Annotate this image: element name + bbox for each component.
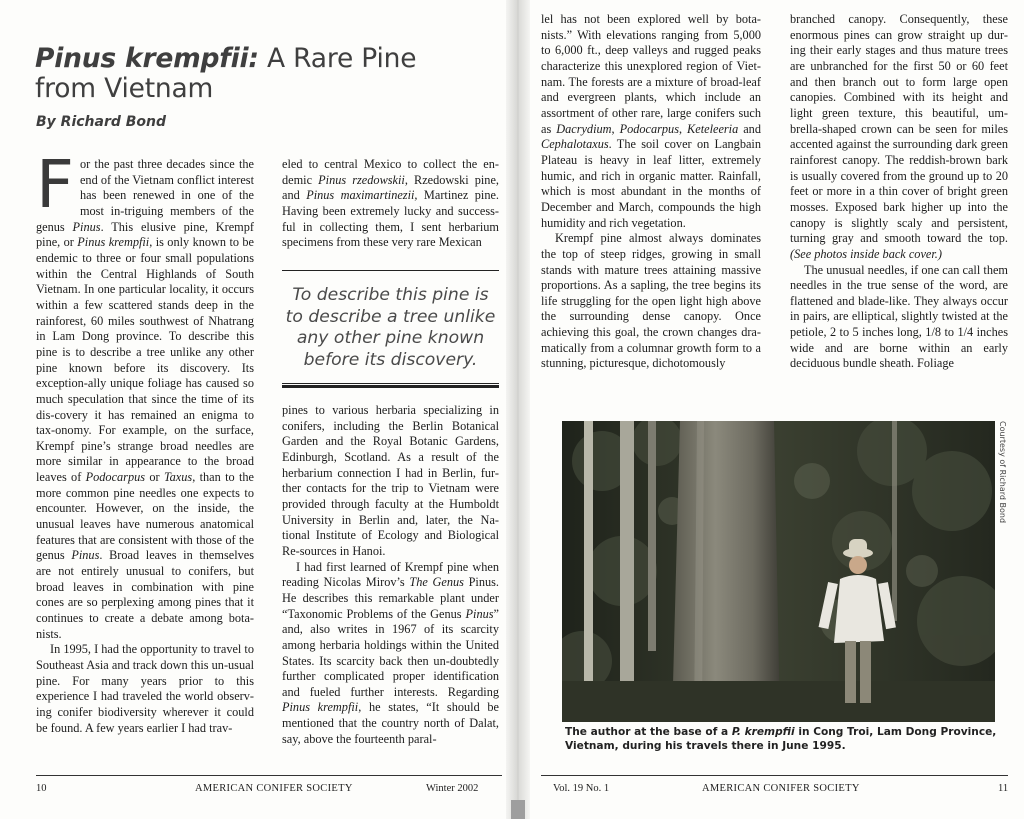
photo-caption: The author at the base of a P. krempfii in Cong Troi, Lam Dong Province, Vietnam, during his travels there in June 1995. (565, 726, 997, 752)
photo-credit (996, 421, 1010, 561)
col3-paragraph-1: lel has not been explored well by bota-nists.” With elevations ranging from 5,000 to 6,000 ft., deep valleys and rugged peaks characterize this unexplored region of Viet-nam. The forests are a mixture of broad-leaf and evergreen plants, which include an assortment of other rare, large conifers such as Dacrydium, Podocarpus, Keteleeria and Cephalotaxus. The soil cover on Langbain Plateau is heavy in leaf litter, extremely humic, and rich in organic matter. Rainfall, which is most abundant in the months of December and March, compounds the high humidity and rich vegetation. (541, 12, 761, 230)
col4-paragraph-1: branched canopy. Consequently, these enormous pines can grow straight up dur-ing their early stages and thus mature trees are unbranched for the first 50 or 60 feet and then branch out to form large open canopies. Combined with its height and light green texture, this beautiful, um-brella-shaped crown can be seen for miles accented against the surrounding dark green rainforest canopy. The reddish-brown bark is usually covered from the ground up to 20 feet or more in a thin cover of bright green mosses. Exposed bark higher up into the canopy is slightly scaly and persistent, turning gray and smooth toward the top. (See photos inside back cover.) (790, 12, 1008, 261)
pull-quote (282, 270, 499, 388)
article-byline: By Richard Bond (36, 114, 167, 130)
column-4 (790, 12, 1008, 372)
footer-left-publication: AMERICAN CONIFER SOCIETY (195, 783, 353, 794)
col1-paragraph-2: In 1995, I had the opportunity to travel to Southeast Asia and track down this un-usual pine. For many years prior to this experience I had traveled the world observ-ing conifer biodiversity wherever it could be found. A few years earlier I had trav- (36, 642, 254, 735)
col2-paragraph-1: eled to central Mexico to collect the en-demic Pinus rzedowskii, Rzedowski pine, and Pinus maximartinezii, Martinez pine. Having been extremely lucky and success-ful in collecting them, I sent herbarium specimens from these very rare Mexican (282, 157, 499, 250)
col4-paragraph-2: The unusual needles, if one can call them needles in the true sense of the word, are flattened and blade-like. They always occur in pairs, are elliptical, slightly twisted at the petiole, 2 to 5 inches long, 1/8 to 1/4 inches wide and are borne within an early deciduous bundle sheath. Foliage (790, 262, 1008, 371)
col2-paragraph-3: I had first learned of Krempf pine when reading Nicolas Mirov’s The Genus Pinus. He describes this remarkable plant under “Taxonomic Problems of the Genus Pinus” and, also writes in 1967 of its scarcity among herbaria holdings within the United States. Its scarcity back then un-doubtedly further complicated proper identification and fueled further interests. Regarding Pinus krempfii, he states, “It should be mentioned that the country north of Dalat, say, above the fourteenth paral- (282, 559, 499, 746)
footer-right-page-number: 11 (998, 783, 1009, 794)
forest-photo (562, 421, 995, 722)
page-edge-shadow (511, 800, 525, 819)
forest-photo-illustration (562, 421, 995, 722)
col1-paragraph-1-text: or the past three decades since the end of the Vietnam conflict interest has been renewed in one of the most in-triguing members of the genus Pinus. This elusive pine, Krempf pine, or Pinus krempfii, is only known to be endemic to three or four small populations within the Central Highlands of South Vietnam. In one particular locality, it occurs within a few scattered stands deep in the rainforest, 60 miles southwest of Nhatrang in Lam Dong province. To describe this pine is to describe a tree unlike any other pine known before its discovery. Its exception-ally unique foliage has caused so much speculation that since the time of its dis-covery it has remained an enigma to tax-onomy. For example, on the surface, Krempf pine’s strange broad needles are more similar in appearance to the broad leaves of Podocarpus or Taxus, than to the more common pine needles one expects to encounter. However, on the inside, the unusual leaves have numerous anatomical features that are consistent with those of the genus Pinus. Broad leaves in themselves are not entirely unusual to conifers, but broad leaves in combination with pine cones are so perplexing among pines that it continues to create a debate among bota-nists. (36, 157, 255, 641)
column-2-bottom (282, 403, 499, 747)
pull-quote-text: To describe this pine is to describe a tree unlike any other pine known before its discovery. (285, 285, 496, 370)
col3-paragraph-2: Krempf pine almost always dominates the top of steep ridges, growing in small stands with mature trees attaining massive proportions. As a sapling, the tree begins its life struggling for the open light high above the surrounding dense canopy. Once achieving this goal, the crown changes dra-matically from a columnar growth form to a stunning, picturesque, dichotomously (541, 231, 761, 371)
footer-right-volume: Vol. 19 No. 1 (553, 783, 610, 794)
col1-paragraph-1 (36, 146, 255, 642)
footer-rule-left (36, 775, 502, 776)
footer-left-issue: Winter 2002 (426, 783, 479, 794)
photo-credit-text: Courtesy of Richard Bond (998, 421, 1007, 524)
footer-left-page-number: 10 (36, 783, 47, 794)
article-title (35, 44, 475, 104)
footer-rule-right (541, 775, 1008, 776)
article-title-rest: A Rare Pine from Vietnam (35, 43, 417, 104)
column-3 (541, 12, 761, 372)
column-2-top (282, 157, 499, 251)
drop-cap: F (36, 146, 74, 223)
footer-right-publication: AMERICAN CONIFER SOCIETY (702, 783, 860, 794)
col2-paragraph-2: pines to various herbaria specializing in conifers, including the Berlin Botanical Garden and the Royal Botanic Gardens, Edinburgh, Scotland. As a result of the herbarium connection I had in Berlin, fur-ther contacts for the trip to Vietnam were provided through faculty at the Humboldt University in Berlin and, later, the Na-tional Institute of Ecology and Biological Re-sources in Hanoi. (282, 403, 499, 558)
page-gutter (506, 0, 530, 819)
pull-quote-bottom-rule (282, 383, 499, 388)
article-title-latin: Pinus krempfii: (35, 43, 259, 74)
column-1 (36, 146, 255, 736)
